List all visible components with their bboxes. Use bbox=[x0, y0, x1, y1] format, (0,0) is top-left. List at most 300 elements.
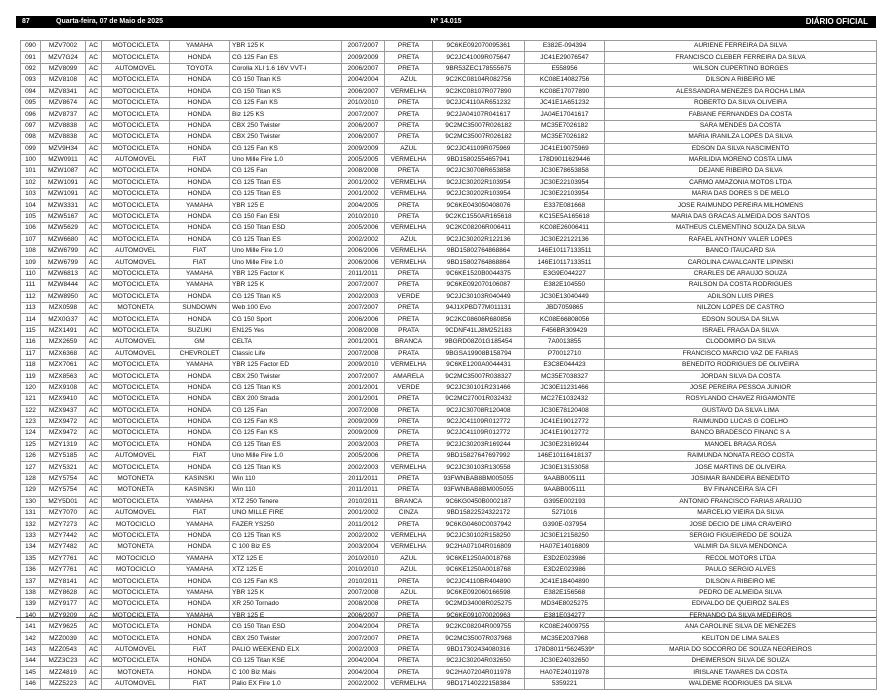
cell-make: HONDA bbox=[170, 86, 230, 97]
cell-model: CG 125 Titan KS bbox=[230, 291, 342, 302]
cell-state: AC bbox=[86, 314, 102, 325]
cell-owner-name: EDSON DA SILVA NASCIMENTO bbox=[605, 143, 877, 154]
cell-color: VERDE bbox=[385, 291, 433, 302]
cell-model: CG 125 Fan bbox=[230, 405, 342, 416]
cell-year: 2009/2009 bbox=[342, 52, 385, 63]
cell-engine-number: JC30E12158250 bbox=[525, 530, 605, 541]
cell-state: AC bbox=[86, 359, 102, 370]
cell-plate: MZX0G37 bbox=[41, 314, 86, 325]
cell-vehicle-type: MOTONETA bbox=[102, 473, 170, 484]
cell-color: AZUL bbox=[385, 143, 433, 154]
cell-make: YAMAHA bbox=[170, 519, 230, 530]
cell-make: YAMAHA bbox=[170, 200, 230, 211]
cell-make: HONDA bbox=[170, 143, 230, 154]
cell-make: HONDA bbox=[170, 633, 230, 644]
cell-vehicle-type: MOTOCICLETA bbox=[102, 633, 170, 644]
cell-engine-number: KC08E26006411 bbox=[525, 223, 605, 234]
cell-make: TOYOTA bbox=[170, 63, 230, 74]
cell-vehicle-type: MOTOCICLETA bbox=[102, 416, 170, 427]
cell-make: FIAT bbox=[170, 678, 230, 689]
cell-vehicle-type: MOTOCICLETA bbox=[102, 314, 170, 325]
cell-engine-number: 178D9011629446 bbox=[525, 154, 605, 165]
cell-row-number: 105 bbox=[21, 211, 41, 222]
cell-year: 2001/2002 bbox=[342, 189, 385, 200]
cell-year: 2002/2002 bbox=[342, 530, 385, 541]
cell-model: CG 125 Fan KS bbox=[230, 428, 342, 439]
cell-state: AC bbox=[86, 382, 102, 393]
cell-model: YBR 125 E bbox=[230, 200, 342, 211]
table-row bbox=[21, 519, 877, 530]
cell-state: AC bbox=[86, 371, 102, 382]
cell-year: 2002/2003 bbox=[342, 462, 385, 473]
cell-make: FIAT bbox=[170, 451, 230, 462]
cell-state: AC bbox=[86, 223, 102, 234]
cell-state: AC bbox=[86, 63, 102, 74]
cell-plate: MZX0598 bbox=[41, 302, 86, 313]
cell-year: 2004/2004 bbox=[342, 656, 385, 667]
cell-model: YBR 125 Factor ED bbox=[230, 359, 342, 370]
cell-year: 2004/2004 bbox=[342, 667, 385, 678]
cell-row-number: 092 bbox=[21, 63, 41, 74]
cell-model: C 100 Biz ES bbox=[230, 542, 342, 553]
cell-model: Uno Mille Fire 1.0 bbox=[230, 451, 342, 462]
cell-state: AC bbox=[86, 86, 102, 97]
cell-vehicle-type: AUTOMOVEL bbox=[102, 678, 170, 689]
cell-vehicle-type: MOTONETA bbox=[102, 542, 170, 553]
cell-year: 2007/2007 bbox=[342, 280, 385, 291]
cell-plate: MZX9472 bbox=[41, 428, 86, 439]
cell-year: 2006/2007 bbox=[342, 120, 385, 131]
cell-model: Web 100 Evo bbox=[230, 302, 342, 313]
cell-year: 2010/2010 bbox=[342, 211, 385, 222]
table-row bbox=[21, 633, 877, 644]
cell-color: VERMELHA bbox=[385, 678, 433, 689]
cell-engine-number: JC30E23169244 bbox=[525, 439, 605, 450]
cell-color: PRETA bbox=[385, 314, 433, 325]
cell-row-number: 108 bbox=[21, 246, 41, 257]
cell-chassis: 9C2JA04107R041617 bbox=[433, 109, 525, 120]
cell-owner-name: FRANCISCO CLEBER FERREIRA DA SILVA bbox=[605, 52, 877, 63]
table-row bbox=[21, 257, 877, 268]
cell-row-number: 114 bbox=[21, 314, 41, 325]
cell-plate: MZZ0543 bbox=[41, 644, 86, 655]
cell-color: PRETA bbox=[385, 280, 433, 291]
cell-owner-name: CLODOMIRO DA SILVA bbox=[605, 337, 877, 348]
cell-make: HONDA bbox=[170, 189, 230, 200]
vehicle-table bbox=[20, 40, 877, 690]
cell-color: PRETA bbox=[385, 667, 433, 678]
cell-model: XTZ 250 Tenere bbox=[230, 496, 342, 507]
cell-row-number: 106 bbox=[21, 223, 41, 234]
cell-state: AC bbox=[86, 564, 102, 575]
cell-plate: MZY7761 bbox=[41, 564, 86, 575]
cell-chassis: 9C2MC35007R026182 bbox=[433, 132, 525, 143]
cell-state: AC bbox=[86, 189, 102, 200]
cell-plate: MZY5185 bbox=[41, 451, 86, 462]
cell-engine-number: HA07E14016809 bbox=[525, 542, 605, 553]
table-row bbox=[21, 599, 877, 610]
cell-color: AZUL bbox=[385, 75, 433, 86]
cell-model: C 100 Biz Mais bbox=[230, 667, 342, 678]
cell-color: PRETA bbox=[385, 302, 433, 313]
cell-plate: MZV8838 bbox=[41, 132, 86, 143]
cell-row-number: 144 bbox=[21, 656, 41, 667]
cell-state: AC bbox=[86, 291, 102, 302]
cell-state: AC bbox=[86, 109, 102, 120]
cell-state: AC bbox=[86, 268, 102, 279]
cell-vehicle-type: MOTONETA bbox=[102, 302, 170, 313]
cell-chassis: 9C6KE1250A0018768 bbox=[433, 564, 525, 575]
page-number: 87 bbox=[22, 18, 30, 25]
cell-year: 2006/2006 bbox=[342, 314, 385, 325]
cell-engine-number: JC41E1A651232 bbox=[525, 97, 605, 108]
cell-plate: MZV7G24 bbox=[41, 52, 86, 63]
cell-chassis: 9C2JC30202R122136 bbox=[433, 234, 525, 245]
cell-chassis: 9C6KE092070095361 bbox=[433, 41, 525, 52]
cell-owner-name: JORDAN SILVA DA COSTA bbox=[605, 371, 877, 382]
cell-state: AC bbox=[86, 337, 102, 348]
cell-year: 2001/2001 bbox=[342, 337, 385, 348]
cell-make: YAMAHA bbox=[170, 496, 230, 507]
cell-make: HONDA bbox=[170, 109, 230, 120]
cell-state: AC bbox=[86, 52, 102, 63]
table-row bbox=[21, 462, 877, 473]
cell-plate: MZV9H34 bbox=[41, 143, 86, 154]
cell-plate: MZW8444 bbox=[41, 280, 86, 291]
cell-year: 2010/2010 bbox=[342, 97, 385, 108]
table-row bbox=[21, 382, 877, 393]
cell-vehicle-type: MOTOCICLETA bbox=[102, 120, 170, 131]
cell-chassis: 9C2KC08107R077890 bbox=[433, 86, 525, 97]
cell-vehicle-type: AUTOMOVEL bbox=[102, 246, 170, 257]
cell-chassis: 9C2MC35007R037968 bbox=[433, 633, 525, 644]
cell-state: AC bbox=[86, 302, 102, 313]
cell-model: CG 125 Titan ES bbox=[230, 177, 342, 188]
cell-state: AC bbox=[86, 496, 102, 507]
cell-chassis: 9C2JC30101R231466 bbox=[433, 382, 525, 393]
cell-make: YAMAHA bbox=[170, 564, 230, 575]
cell-plate: MZV8674 bbox=[41, 97, 86, 108]
cell-chassis: 9C6KE04305040807​6 bbox=[433, 200, 525, 211]
cell-engine-number: MC35E7026182 bbox=[525, 120, 605, 131]
cell-row-number: 096 bbox=[21, 109, 41, 120]
cell-make: HONDA bbox=[170, 132, 230, 143]
cell-state: AC bbox=[86, 473, 102, 484]
cell-owner-name: FABIANE FERNANDES DA COSTA bbox=[605, 109, 877, 120]
cell-row-number: 128 bbox=[21, 473, 41, 484]
cell-plate: MZW6813 bbox=[41, 268, 86, 279]
cell-year: 2011/2011 bbox=[342, 268, 385, 279]
cell-owner-name: JOSE RAIMUNDO PEREIRA MILHOMENS bbox=[605, 200, 877, 211]
cell-owner-name: ADILSON LUIS PIRES bbox=[605, 291, 877, 302]
cell-state: AC bbox=[86, 132, 102, 143]
cell-row-number: 129 bbox=[21, 485, 41, 496]
cell-color: PRETA bbox=[385, 109, 433, 120]
cell-chassis: 9C2KC08104R082756 bbox=[433, 75, 525, 86]
cell-plate: MZY1319 bbox=[41, 439, 86, 450]
cell-engine-number: JC41E19012772 bbox=[525, 428, 605, 439]
cell-year: 2002/2002 bbox=[342, 234, 385, 245]
cell-make: FIAT bbox=[170, 257, 230, 268]
cell-plate: MZW6799 bbox=[41, 246, 86, 257]
cell-color: PRETA bbox=[385, 576, 433, 587]
cell-color: VERMELHA bbox=[385, 257, 433, 268]
cell-row-number: 100 bbox=[21, 154, 41, 165]
cell-model: CG 125 Titan ES bbox=[230, 189, 342, 200]
cell-model: YBR 125 E bbox=[230, 610, 342, 621]
cell-state: AC bbox=[86, 633, 102, 644]
cell-make: HONDA bbox=[170, 576, 230, 587]
cell-color: AZUL bbox=[385, 553, 433, 564]
cell-year: 2009/2010 bbox=[342, 359, 385, 370]
cell-year: 2002/2002 bbox=[342, 678, 385, 689]
cell-state: AC bbox=[86, 451, 102, 462]
cell-model: CG 150 Titan KS bbox=[230, 75, 342, 86]
cell-color: PRETA bbox=[385, 200, 433, 211]
cell-engine-number: 9AABB005111 bbox=[525, 485, 605, 496]
cell-chassis: 9BD15822524322172 bbox=[433, 508, 525, 519]
cell-model: CG 125 Titan KSE bbox=[230, 656, 342, 667]
cell-color: VERDE bbox=[385, 382, 433, 393]
cell-model: Uno Mille Fire 1.0 bbox=[230, 257, 342, 268]
cell-vehicle-type: AUTOMOVEL bbox=[102, 348, 170, 359]
table-row bbox=[21, 405, 877, 416]
cell-row-number: 101 bbox=[21, 166, 41, 177]
cell-chassis: 9C2JC30203R169244 bbox=[433, 439, 525, 450]
cell-make: FIAT bbox=[170, 644, 230, 655]
cell-color: VERMELHA bbox=[385, 154, 433, 165]
cell-color: VERMELHA bbox=[385, 359, 433, 370]
cell-plate: MZW1091 bbox=[41, 177, 86, 188]
cell-owner-name: ROSYLANDO CHAVEZ RIGAMONTE bbox=[605, 394, 877, 405]
table-row bbox=[21, 644, 877, 655]
cell-owner-name: EDIVALDO DE QUEIROZ SALES bbox=[605, 599, 877, 610]
cell-make: HONDA bbox=[170, 97, 230, 108]
cell-make: HONDA bbox=[170, 667, 230, 678]
cell-chassis: 9C2JC30204R032650 bbox=[433, 656, 525, 667]
cell-vehicle-type: MOTOCICLETA bbox=[102, 132, 170, 143]
cell-state: AC bbox=[86, 154, 102, 165]
cell-year: 2007/2007 bbox=[342, 633, 385, 644]
cell-chassis: 9C2JC4110AR651232 bbox=[433, 97, 525, 108]
cell-vehicle-type: MOTOCICLETA bbox=[102, 599, 170, 610]
cell-model: XR 250 Tornado bbox=[230, 599, 342, 610]
table-row bbox=[21, 200, 877, 211]
table-row bbox=[21, 223, 877, 234]
cell-year: 2003/2003 bbox=[342, 439, 385, 450]
cell-color: PRETA bbox=[385, 132, 433, 143]
cell-owner-name: ROBERTO DA SILVA OLIVEIRA bbox=[605, 97, 877, 108]
cell-model: PALIO WEEKEND ELX bbox=[230, 644, 342, 655]
cell-year: 2002/2003 bbox=[342, 644, 385, 655]
cell-year: 2005/2006 bbox=[342, 223, 385, 234]
cell-make: YAMAHA bbox=[170, 610, 230, 621]
cell-state: AC bbox=[86, 234, 102, 245]
cell-model: CG 150 Fan ESI bbox=[230, 211, 342, 222]
cell-plate: MZY5754 bbox=[41, 485, 86, 496]
cell-make: HONDA bbox=[170, 656, 230, 667]
cell-model: YBR 125 K bbox=[230, 280, 342, 291]
cell-chassis: 9BD17140222158384 bbox=[433, 678, 525, 689]
cell-vehicle-type: MOTOCICLETA bbox=[102, 496, 170, 507]
table-row bbox=[21, 667, 877, 678]
cell-chassis: 9BR53ZEC178555675 bbox=[433, 63, 525, 74]
table-row bbox=[21, 109, 877, 120]
table-row bbox=[21, 656, 877, 667]
cell-state: AC bbox=[86, 667, 102, 678]
cell-row-number: 120 bbox=[21, 382, 41, 393]
cell-owner-name: DEJANE RIBEIRO DA SILVA bbox=[605, 166, 877, 177]
cell-vehicle-type: AUTOMOVEL bbox=[102, 508, 170, 519]
cell-chassis: 9BGSA19908B158794 bbox=[433, 348, 525, 359]
cell-year: 2006/2007 bbox=[342, 132, 385, 143]
cell-color: PRATA bbox=[385, 325, 433, 336]
cell-year: 2010/2010 bbox=[342, 553, 385, 564]
cell-chassis: 9BGRD08Z01G185454 bbox=[433, 337, 525, 348]
cell-chassis: 93FWNBAB8BM005055 bbox=[433, 473, 525, 484]
cell-year: 2004/2004 bbox=[342, 621, 385, 632]
cell-plate: MZZ0039 bbox=[41, 633, 86, 644]
cell-color: AMARELA bbox=[385, 371, 433, 382]
cell-row-number: 137 bbox=[21, 576, 41, 587]
cell-model: CG 125 Titan KS bbox=[230, 530, 342, 541]
cell-year: 2010/2011 bbox=[342, 576, 385, 587]
table-row bbox=[21, 268, 877, 279]
cell-model: FAZER YS250 bbox=[230, 519, 342, 530]
cell-chassis: 9C6KG0450B0002187 bbox=[433, 496, 525, 507]
cell-vehicle-type: MOTOCICLETA bbox=[102, 394, 170, 405]
cell-engine-number: KC08E66808056 bbox=[525, 314, 605, 325]
cell-engine-number: E337E081668 bbox=[525, 200, 605, 211]
cell-row-number: 123 bbox=[21, 416, 41, 427]
cell-state: AC bbox=[86, 621, 102, 632]
cell-chassis: 9C2JC41109R012772 bbox=[433, 416, 525, 427]
cell-make: HONDA bbox=[170, 621, 230, 632]
cell-make: SUNDOWN bbox=[170, 302, 230, 313]
cell-owner-name: CAROLINA CAVALCANTE LIPINSKI bbox=[605, 257, 877, 268]
table-row bbox=[21, 75, 877, 86]
cell-chassis: 9C2JC30708R120408 bbox=[433, 405, 525, 416]
cell-chassis: 9BD15827647697992 bbox=[433, 451, 525, 462]
cell-chassis: 9C2JC41109R075969 bbox=[433, 143, 525, 154]
table-row bbox=[21, 678, 877, 689]
table-row bbox=[21, 359, 877, 370]
cell-vehicle-type: MOTOCICLETA bbox=[102, 462, 170, 473]
issue-number: Nº 14.015 bbox=[430, 18, 462, 25]
cell-row-number: 124 bbox=[21, 428, 41, 439]
cell-chassis: 9C2KC08206R006411 bbox=[433, 223, 525, 234]
cell-row-number: 113 bbox=[21, 302, 41, 313]
cell-vehicle-type: AUTOMOVEL bbox=[102, 154, 170, 165]
cell-chassis: 9C2MC35007R026182 bbox=[433, 120, 525, 131]
cell-state: AC bbox=[86, 599, 102, 610]
cell-vehicle-type: MOTOCICLETA bbox=[102, 109, 170, 120]
table-row bbox=[21, 325, 877, 336]
cell-engine-number: E382E104550 bbox=[525, 280, 605, 291]
table-row bbox=[21, 542, 877, 553]
cell-vehicle-type: MOTOCICLETA bbox=[102, 371, 170, 382]
cell-row-number: 121 bbox=[21, 394, 41, 405]
cell-color: PRETA bbox=[385, 473, 433, 484]
vehicle-table-body bbox=[21, 41, 877, 690]
cell-year: 2003/2004 bbox=[342, 542, 385, 553]
table-row bbox=[21, 97, 877, 108]
cell-color: VERMELHA bbox=[385, 462, 433, 473]
table-row bbox=[21, 234, 877, 245]
cell-make: HONDA bbox=[170, 166, 230, 177]
cell-plate: MZY8628 bbox=[41, 587, 86, 598]
cell-plate: MZY7761 bbox=[41, 553, 86, 564]
cell-vehicle-type: MOTOCICLETA bbox=[102, 97, 170, 108]
cell-color: PRETA bbox=[385, 268, 433, 279]
cell-plate: MZX8563 bbox=[41, 371, 86, 382]
cell-year: 2006/2007 bbox=[342, 63, 385, 74]
cell-row-number: 118 bbox=[21, 359, 41, 370]
cell-year: 2009/2009 bbox=[342, 143, 385, 154]
table-row bbox=[21, 576, 877, 587]
cell-year: 2006/2007 bbox=[342, 610, 385, 621]
table-row bbox=[21, 564, 877, 575]
cell-row-number: 116 bbox=[21, 337, 41, 348]
cell-color: PRETA bbox=[385, 52, 433, 63]
cell-vehicle-type: MOTOCICLETA bbox=[102, 359, 170, 370]
cell-color: PRETA bbox=[385, 416, 433, 427]
cell-row-number: 102 bbox=[21, 177, 41, 188]
cell-row-number: 111 bbox=[21, 280, 41, 291]
cell-state: AC bbox=[86, 348, 102, 359]
cell-color: PRETA bbox=[385, 621, 433, 632]
cell-model: CG 125 Fan ES bbox=[230, 52, 342, 63]
cell-plate: MZW8950 bbox=[41, 291, 86, 302]
cell-row-number: 145 bbox=[21, 667, 41, 678]
cell-row-number: 090 bbox=[21, 41, 41, 52]
cell-year: 2006/2007 bbox=[342, 86, 385, 97]
cell-make: HONDA bbox=[170, 75, 230, 86]
issue-date: Quarta-feira, 07 de Maio de 2025 bbox=[56, 18, 163, 25]
table-row bbox=[21, 86, 877, 97]
cell-make: KASINSKI bbox=[170, 473, 230, 484]
cell-plate: MZX7061 bbox=[41, 359, 86, 370]
table-row bbox=[21, 473, 877, 484]
cell-make: FIAT bbox=[170, 246, 230, 257]
cell-vehicle-type: MOTOCICLETA bbox=[102, 587, 170, 598]
cell-chassis: 9C6KE092070106087 bbox=[433, 280, 525, 291]
cell-engine-number: 5271016 bbox=[525, 508, 605, 519]
cell-color: PRETA bbox=[385, 120, 433, 131]
cell-vehicle-type: MOTOCICLETA bbox=[102, 530, 170, 541]
table-row bbox=[21, 416, 877, 427]
cell-color: VERMELHA bbox=[385, 246, 433, 257]
cell-owner-name: MARILIDIA MORENO COSTA LIMA bbox=[605, 154, 877, 165]
cell-vehicle-type: AUTOMOVEL bbox=[102, 63, 170, 74]
cell-row-number: 127 bbox=[21, 462, 41, 473]
table-row bbox=[21, 530, 877, 541]
cell-engine-number: JC30E13040449 bbox=[525, 291, 605, 302]
cell-owner-name: RAIMUNDA NONATA REGO COSTA bbox=[605, 451, 877, 462]
cell-plate: MZY7273 bbox=[41, 519, 86, 530]
cell-vehicle-type: MOTOCICLETA bbox=[102, 52, 170, 63]
cell-color: BRANCA bbox=[385, 496, 433, 507]
cell-chassis: 9C6KE1250A0018768 bbox=[433, 553, 525, 564]
cell-year: 2005/2006 bbox=[342, 451, 385, 462]
cell-year: 2004/2004 bbox=[342, 75, 385, 86]
table-row bbox=[21, 496, 877, 507]
cell-vehicle-type: MOTOCICLETA bbox=[102, 576, 170, 587]
cell-engine-number: 7A0013855 bbox=[525, 337, 605, 348]
cell-owner-name: JOSE MARTINS DE OLIVEIRA bbox=[605, 462, 877, 473]
table-row bbox=[21, 166, 877, 177]
cell-color: VERMELHA bbox=[385, 530, 433, 541]
